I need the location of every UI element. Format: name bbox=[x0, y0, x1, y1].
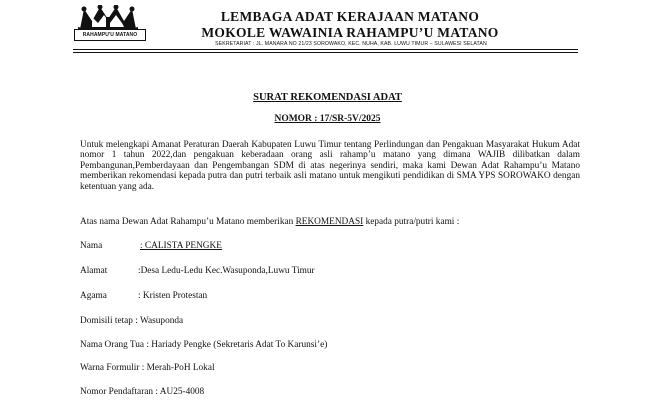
intro-text-end: kepada putra/putri kami : bbox=[363, 217, 460, 227]
field-agama-label: Agama bbox=[80, 291, 107, 301]
recommendation-intro bbox=[80, 217, 580, 227]
body-paragraph: Untuk melengkapi Amanat Peraturan Daerah Kabupaten Luwu Timur tentang Perlindungan dan Pengakuan Masyarakat Hukum Adat nomor 1 tahun 2022,dan pengakuan keberadaan orang asli rahamp’u matano yang dimana WAJIB dilibatkan dalam Pembangunan,Pemberdayaan dan Pengembangan SDM di atas negerinya sendiri, maka kami Dewan Adat Rahampu’u Matano memberikan rekomendasi kepada putra dan putri terbaik asli matano untuk mengikuti pendidikan di SMA YPS SOROWAKO dengan ketentuan yang ada. bbox=[80, 140, 580, 192]
field-warna-formulir: Warna Formulir : Merah-PoH Lokal bbox=[80, 363, 215, 373]
field-agama bbox=[80, 291, 207, 301]
document-title: SURAT REKOMENDASI ADAT bbox=[253, 92, 402, 103]
logo-label: RAHAMPU'U MATANO bbox=[74, 29, 146, 41]
field-nama-label: Nama bbox=[80, 241, 103, 251]
field-alamat bbox=[80, 266, 315, 276]
field-nama bbox=[80, 241, 222, 251]
field-nama-value: : CALISTA PENGKE bbox=[140, 241, 222, 251]
header-divider-thin bbox=[73, 52, 578, 53]
field-orang-tua: Nama Orang Tua : Hariady Pengke (Sekretaris Adat To Karunsi’e) bbox=[80, 340, 328, 350]
intro-text: Atas nama Dewan Adat Rahampu’u Matano memberikan bbox=[80, 217, 296, 227]
header-divider-thick bbox=[73, 49, 578, 50]
document-number: NOMOR : 17/SR-5V/2025 bbox=[274, 114, 381, 124]
org-name-line2: MOKOLE WAWAINIA RAHAMPU’U MATANO bbox=[201, 25, 499, 40]
org-name-line1: LEMBAGA ADAT KERAJAAN MATANO bbox=[220, 9, 480, 24]
field-agama-value: : Kristen Protestan bbox=[138, 291, 208, 301]
field-nomor-pendaftaran: Nomor Pendaftaran : AU25-4008 bbox=[80, 387, 205, 397]
intro-keyword: REKOMENDASI bbox=[295, 217, 364, 227]
field-alamat-value: :Desa Ledu-Ledu Kec.Wasuponda,Luwu Timur bbox=[138, 266, 315, 276]
org-address: SEKRETARIAT : JL. MANARA NO 21/23 SOROWAKO, KEC. NUHA, KAB. LUWU TIMUR – SULAWESI SELATAN bbox=[215, 41, 487, 47]
field-alamat-label: Alamat bbox=[80, 266, 108, 276]
field-domisili: Domisili tetap : Wasuponda bbox=[80, 316, 184, 326]
